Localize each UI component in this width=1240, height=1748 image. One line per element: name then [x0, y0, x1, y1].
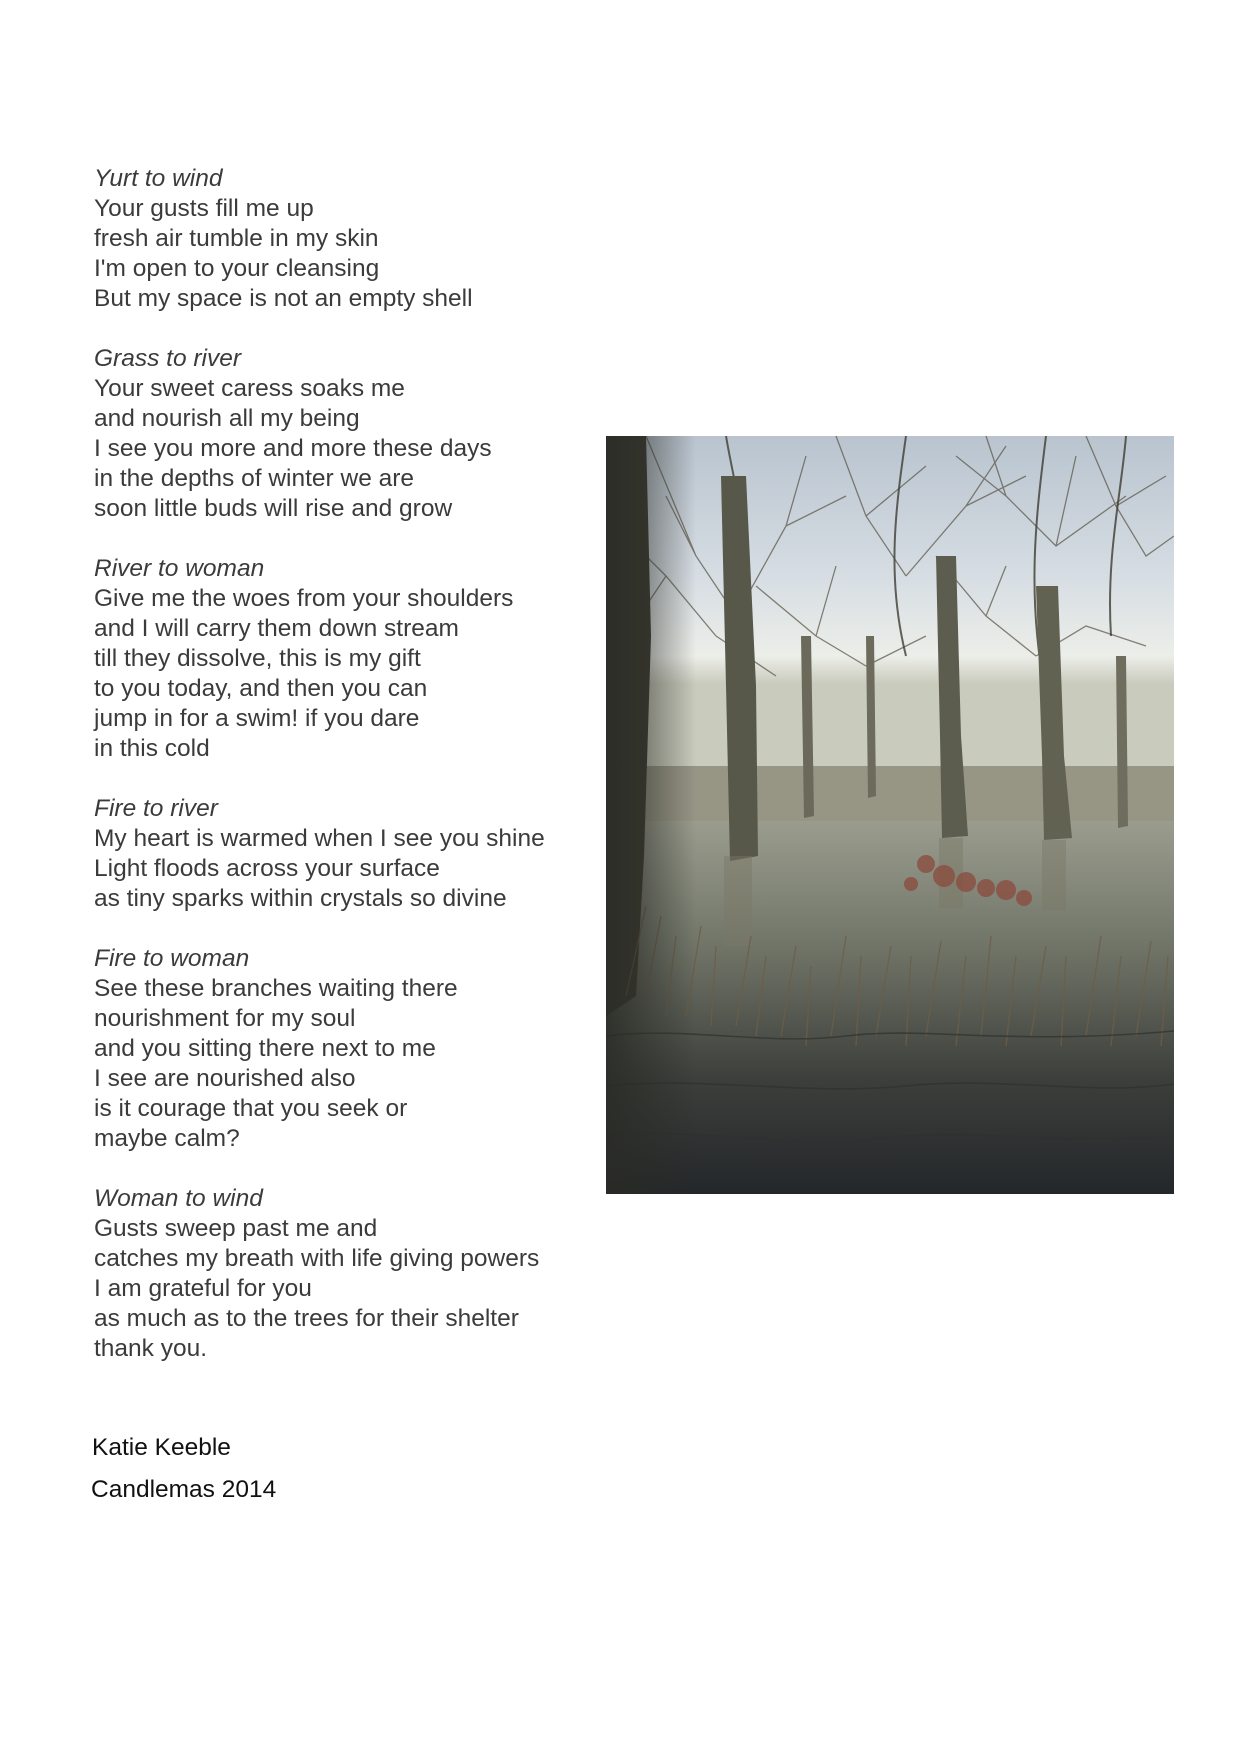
stanza [94, 554, 614, 764]
poem-line: and you sitting there next to me [94, 1035, 436, 1062]
flooded-woodland-photo [606, 436, 1174, 1194]
stanza-title: Yurt to wind [94, 165, 223, 192]
poem-line: Give me the woes from your shoulders [94, 585, 514, 612]
poem-line: as much as to the trees for their shelter [94, 1305, 519, 1332]
poem [94, 164, 614, 1394]
stanza [94, 794, 614, 914]
poem-line: to you today, and then you can [94, 675, 428, 702]
poem-line: thank you. [94, 1335, 208, 1362]
poem-line: Your sweet caress soaks me [94, 375, 405, 402]
stanza [94, 164, 614, 314]
author-name: Katie Keeble [92, 1434, 231, 1461]
stanza-title: Fire to woman [94, 945, 250, 972]
stanza-title: Woman to wind [94, 1185, 263, 1212]
stanza-title: Grass to river [94, 345, 242, 372]
poem-line: as tiny sparks within crystals so divine [94, 885, 507, 912]
poem-line: and nourish all my being [94, 405, 360, 432]
poem-line: But my space is not an empty shell [94, 285, 473, 312]
poem-line: in this cold [94, 735, 210, 762]
poem-line: and I will carry them down stream [94, 615, 459, 642]
poem-line: is it courage that you seek or [94, 1095, 408, 1122]
poem-line: Light floods across your surface [94, 855, 440, 882]
poem-line: fresh air tumble in my skin [94, 225, 379, 252]
stanza [94, 1184, 614, 1364]
stanza-title: River to woman [94, 555, 265, 582]
poem-line: See these branches waiting there [94, 975, 458, 1002]
poem-line: till they dissolve, this is my gift [94, 645, 421, 672]
poem-line: My heart is warmed when I see you shine [94, 825, 545, 852]
poem-line: in the depths of winter we are [94, 465, 415, 492]
stanza [94, 344, 614, 524]
poem-line: I see you more and more these days [94, 435, 492, 462]
poem-line: jump in for a swim! if you dare [94, 705, 420, 732]
poem-line: maybe calm? [94, 1125, 240, 1152]
stanza-title: Fire to river [94, 795, 218, 822]
poem-line: Gusts sweep past me and [94, 1215, 378, 1242]
poem-line: nourishment for my soul [94, 1005, 356, 1032]
signature-date: Candlemas 2014 [91, 1476, 277, 1503]
poem-line: I see are nourished also [94, 1065, 356, 1092]
poem-line: I'm open to your cleansing [94, 255, 380, 282]
poem-line: Your gusts fill me up [94, 195, 314, 222]
stanza [94, 944, 614, 1154]
poem-line: catches my breath with life giving powers [94, 1245, 540, 1272]
poem-line: I am grateful for you [94, 1275, 312, 1302]
poem-line: soon little buds will rise and grow [94, 495, 453, 522]
